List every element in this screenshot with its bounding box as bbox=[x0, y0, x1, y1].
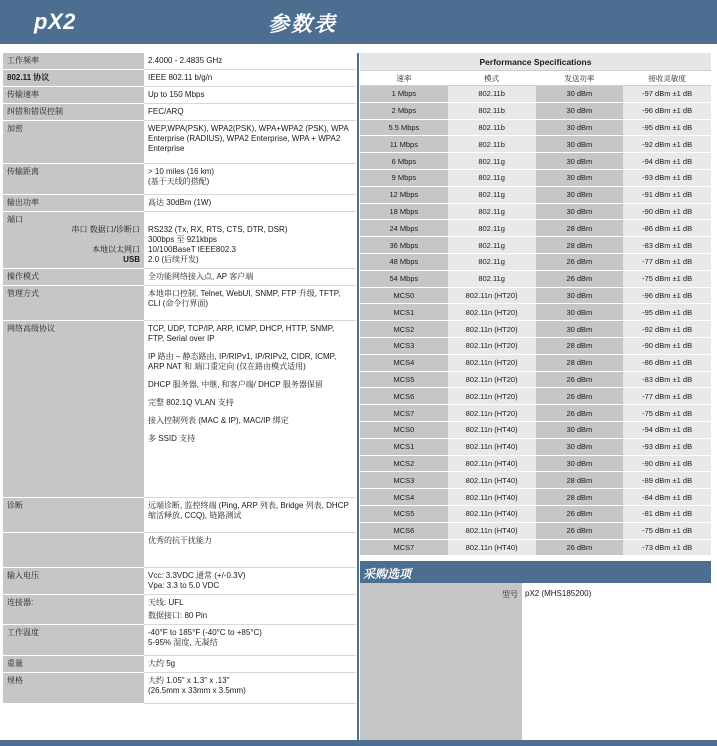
spec-label: 端口 bbox=[7, 215, 23, 224]
net-dhcp: DHCP 服务器, 中继, 和客户端/ DHCP 服务器保留 bbox=[148, 380, 323, 389]
volt-vpa: Vpa: 3.3 to 5.0 VDC bbox=[148, 581, 220, 590]
spec-value: WEP,WPA(PSK), WPA2(PSK), WPA+WPA2 (PSK), WPA Enterprise (RADIUS), WPA2 Enterprise, WPA + WPA2 Enterprise bbox=[144, 121, 356, 164]
performance-cell: -93 dBm ±1 dB bbox=[623, 438, 711, 455]
spec-value: 大约 5g bbox=[144, 656, 356, 673]
spec-value bbox=[144, 625, 356, 656]
column-header: 速率 bbox=[360, 71, 448, 86]
performance-cell: 802.11n (HT40) bbox=[448, 421, 536, 438]
performance-row bbox=[360, 186, 711, 203]
net-acl: 接入控制列表 (MAC & IP), MAC/IP 绑定 bbox=[148, 416, 289, 425]
spec-row bbox=[3, 533, 356, 568]
performance-row bbox=[360, 405, 711, 422]
net-protocols: TCP, UDP, TCP/IP, ARP, ICMP, DHCP, HTTP, SNMP, FTP, Serial over IP bbox=[148, 324, 335, 343]
performance-cell: 802.11n (HT20) bbox=[448, 405, 536, 422]
spec-label: 输入电压 bbox=[3, 568, 144, 595]
serial-speed: 300bps 至 921kbps bbox=[148, 235, 217, 244]
performance-row bbox=[360, 237, 711, 254]
performance-cell: 26 dBm bbox=[536, 405, 624, 422]
performance-cell: 30 dBm bbox=[536, 136, 624, 153]
performance-cell: 30 dBm bbox=[536, 153, 624, 170]
spec-label: 规格 bbox=[3, 673, 144, 704]
spec-row bbox=[3, 195, 356, 212]
spec-label: 工作温度 bbox=[3, 625, 144, 656]
spec-row bbox=[3, 568, 356, 595]
spec-label: 输出功率 bbox=[3, 195, 144, 212]
performance-row bbox=[360, 270, 711, 287]
net-vlan: 完整 802.1Q VLAN 支持 bbox=[148, 398, 234, 407]
serial-label: 串口 数据口/诊断口 bbox=[71, 225, 140, 234]
performance-row bbox=[360, 321, 711, 338]
eth-label: 本地以太网口 bbox=[92, 245, 140, 254]
performance-row bbox=[360, 102, 711, 119]
performance-row bbox=[360, 522, 711, 539]
performance-cell: 26 dBm bbox=[536, 253, 624, 270]
performance-cell: MCS1 bbox=[360, 304, 448, 321]
net-ssid: 多 SSID 支持 bbox=[148, 434, 196, 443]
spec-label: 重量 bbox=[3, 656, 144, 673]
performance-cell: 802.11b bbox=[448, 102, 536, 119]
performance-cell: 802.11n (HT40) bbox=[448, 455, 536, 472]
performance-row bbox=[360, 539, 711, 556]
performance-cell: 26 dBm bbox=[536, 388, 624, 405]
spec-value bbox=[144, 568, 356, 595]
dist-line: > 10 miles (16 km) bbox=[148, 167, 215, 176]
performance-cell: 802.11n (HT40) bbox=[448, 522, 536, 539]
performance-cell: 36 Mbps bbox=[360, 237, 448, 254]
performance-cell: 802.11n (HT20) bbox=[448, 388, 536, 405]
options-title-bar bbox=[360, 561, 711, 583]
performance-cell: MCS5 bbox=[360, 371, 448, 388]
performance-cell: 24 Mbps bbox=[360, 220, 448, 237]
performance-cell: -90 dBm ±1 dB bbox=[623, 203, 711, 220]
conn-data: 数据接口: 80 Pin bbox=[148, 611, 208, 620]
performance-cell: 802.11b bbox=[448, 136, 536, 153]
header-bar bbox=[0, 0, 717, 44]
performance-cell: 28 dBm bbox=[536, 237, 624, 254]
conn-antenna: 天线: UFL bbox=[148, 598, 184, 607]
performance-cell: MCS3 bbox=[360, 337, 448, 354]
eth-value: 10/100BaseT IEEE802.3 bbox=[148, 245, 236, 254]
performance-cell: MCS7 bbox=[360, 539, 448, 556]
spec-value: FEC/ARQ bbox=[144, 104, 356, 121]
performance-row bbox=[360, 388, 711, 405]
spec-row bbox=[3, 286, 356, 321]
performance-cell: -75 dBm ±1 dB bbox=[623, 522, 711, 539]
performance-row bbox=[360, 438, 711, 455]
spec-value: 高达 30dBm (1W) bbox=[144, 195, 356, 212]
performance-cell: 802.11g bbox=[448, 153, 536, 170]
performance-cell: 802.11g bbox=[448, 203, 536, 220]
performance-cell: -95 dBm ±1 dB bbox=[623, 304, 711, 321]
performance-cell: 30 dBm bbox=[536, 186, 624, 203]
performance-cell: -73 dBm ±1 dB bbox=[623, 539, 711, 556]
spec-row bbox=[3, 673, 356, 704]
performance-cell: 18 Mbps bbox=[360, 203, 448, 220]
performance-cell: -89 dBm ±1 dB bbox=[623, 472, 711, 489]
performance-cell: 28 dBm bbox=[536, 354, 624, 371]
performance-cell: 802.11g bbox=[448, 253, 536, 270]
performance-cell: -77 dBm ±1 dB bbox=[623, 388, 711, 405]
spec-label: 纠错和错误控制 bbox=[3, 104, 144, 121]
performance-cell: 802.11n (HT40) bbox=[448, 539, 536, 556]
performance-cell: 802.11g bbox=[448, 169, 536, 186]
spec-value bbox=[144, 673, 356, 704]
performance-cell: 28 dBm bbox=[536, 489, 624, 506]
spec-value bbox=[144, 164, 356, 195]
performance-cell: 802.11n (HT20) bbox=[448, 287, 536, 304]
performance-row bbox=[360, 455, 711, 472]
column-header: 发送功率 bbox=[536, 71, 624, 86]
spec-row bbox=[3, 595, 356, 625]
performance-cell: 5.5 Mbps bbox=[360, 119, 448, 136]
performance-cell: 30 dBm bbox=[536, 321, 624, 338]
performance-cell: -90 dBm ±1 dB bbox=[623, 337, 711, 354]
performance-cell: MCS1 bbox=[360, 438, 448, 455]
performance-cell: 30 dBm bbox=[536, 304, 624, 321]
performance-cell: MCS6 bbox=[360, 388, 448, 405]
performance-cell: 1 Mbps bbox=[360, 86, 448, 103]
spec-row bbox=[3, 121, 356, 164]
spec-row bbox=[3, 70, 356, 87]
spec-label: 诊断 bbox=[3, 498, 144, 533]
performance-row bbox=[360, 153, 711, 170]
performance-cell: 30 dBm bbox=[536, 102, 624, 119]
performance-cell: 802.11n (HT40) bbox=[448, 438, 536, 455]
performance-cell: MCS4 bbox=[360, 489, 448, 506]
performance-cell: 26 dBm bbox=[536, 270, 624, 287]
performance-row bbox=[360, 86, 711, 103]
performance-row bbox=[360, 472, 711, 489]
performance-cell: -84 dBm ±1 dB bbox=[623, 489, 711, 506]
performance-cell: 802.11n (HT20) bbox=[448, 321, 536, 338]
performance-cell: -77 dBm ±1 dB bbox=[623, 253, 711, 270]
performance-cell: 26 dBm bbox=[536, 505, 624, 522]
column-header: 接收灵敏度 bbox=[623, 71, 711, 86]
page-title: 参数表 bbox=[268, 11, 337, 36]
performance-cell: -93 dBm ±1 dB bbox=[623, 169, 711, 186]
net-routing: IP 路由 – 静态路由, IP/RIPv1, IP/RIPv2, CIDR, ICMP, ARP NAT 和 端口重定向 (仅在路由模式适用) bbox=[148, 352, 337, 371]
performance-cell: 802.11g bbox=[448, 237, 536, 254]
performance-cell: MCS5 bbox=[360, 505, 448, 522]
temp-range: -40°F to 185°F (-40°C to +85°C) bbox=[148, 628, 262, 637]
performance-cell: -95 dBm ±1 dB bbox=[623, 119, 711, 136]
performance-cell: 802.11g bbox=[448, 220, 536, 237]
performance-cell: 48 Mbps bbox=[360, 253, 448, 270]
performance-cell: 30 dBm bbox=[536, 203, 624, 220]
spec-value bbox=[144, 321, 356, 498]
options-title: 采购选项 bbox=[363, 567, 412, 581]
performance-header-row bbox=[360, 71, 711, 86]
volt-vcc: Vcc: 3.3VDC 通常 (+/-0.3V) bbox=[148, 571, 246, 580]
performance-row bbox=[360, 505, 711, 522]
spec-value bbox=[144, 595, 356, 625]
performance-cell: 30 dBm bbox=[536, 287, 624, 304]
spec-row bbox=[3, 656, 356, 673]
performance-cell: 802.11g bbox=[448, 186, 536, 203]
spec-row bbox=[3, 53, 356, 70]
performance-cell: 802.11b bbox=[448, 119, 536, 136]
performance-cell: 12 Mbps bbox=[360, 186, 448, 203]
spec-row bbox=[3, 212, 356, 269]
performance-cell: -94 dBm ±1 dB bbox=[623, 153, 711, 170]
performance-cell: MCS3 bbox=[360, 472, 448, 489]
performance-cell: 30 dBm bbox=[536, 86, 624, 103]
port-labels bbox=[3, 212, 144, 269]
performance-cell: -94 dBm ±1 dB bbox=[623, 421, 711, 438]
performance-cell: MCS0 bbox=[360, 287, 448, 304]
performance-row bbox=[360, 119, 711, 136]
performance-row bbox=[360, 354, 711, 371]
performance-cell: -91 dBm ±1 dB bbox=[623, 186, 711, 203]
performance-cell: MCS2 bbox=[360, 455, 448, 472]
performance-cell: 2 Mbps bbox=[360, 102, 448, 119]
performance-table bbox=[360, 53, 711, 556]
spec-row bbox=[3, 321, 356, 498]
options-label-cell bbox=[360, 583, 522, 740]
spec-label: 加密 bbox=[3, 121, 144, 164]
performance-row bbox=[360, 371, 711, 388]
port-values bbox=[144, 212, 356, 269]
spec-value: IEEE 802.11 b/g/n bbox=[144, 70, 356, 87]
performance-cell: 802.11n (HT20) bbox=[448, 304, 536, 321]
performance-cell: 802.11n (HT40) bbox=[448, 472, 536, 489]
spec-label: 连接器: bbox=[3, 595, 144, 625]
spec-row bbox=[3, 87, 356, 104]
performance-cell: 30 dBm bbox=[536, 438, 624, 455]
performance-cell: -83 dBm ±1 dB bbox=[623, 371, 711, 388]
performance-cell: 802.11n (HT20) bbox=[448, 371, 536, 388]
spec-label: 管理方式 bbox=[3, 286, 144, 321]
performance-cell: 802.11b bbox=[448, 86, 536, 103]
performance-cell: -90 dBm ±1 dB bbox=[623, 455, 711, 472]
performance-cell: 26 dBm bbox=[536, 539, 624, 556]
spec-label: 802.11 协议 bbox=[3, 70, 144, 87]
performance-row bbox=[360, 337, 711, 354]
spec-row bbox=[3, 625, 356, 656]
temp-humidity: 5-95% 湿度, 无凝结 bbox=[148, 638, 218, 647]
performance-cell: 28 dBm bbox=[536, 472, 624, 489]
performance-cell: 802.11n (HT40) bbox=[448, 505, 536, 522]
performance-cell: 28 dBm bbox=[536, 220, 624, 237]
performance-row bbox=[360, 304, 711, 321]
performance-cell: 28 dBm bbox=[536, 337, 624, 354]
performance-cell: -92 dBm ±1 dB bbox=[623, 321, 711, 338]
spec-value: 本地串口控制, Telnet, WebUI, SNMP, FTP 升级, TFTP, CLI (命令行界面) bbox=[144, 286, 356, 321]
performance-cell: 9 Mbps bbox=[360, 169, 448, 186]
performance-row bbox=[360, 287, 711, 304]
performance-row bbox=[360, 203, 711, 220]
spec-value: 全功能网络接入点, AP 客户端 bbox=[144, 269, 356, 286]
performance-cell: MCS4 bbox=[360, 354, 448, 371]
performance-cell: 802.11n (HT20) bbox=[448, 354, 536, 371]
spec-value: 远端诊断, 监控终端 (Ping, ARP 列表, Bridge 列表, DHCP 缩活释放, CCQ), 链路测试 bbox=[144, 498, 356, 533]
brand-logo: pX2 bbox=[34, 9, 76, 34]
performance-cell: 6 Mbps bbox=[360, 153, 448, 170]
spec-label-empty bbox=[3, 533, 144, 568]
spec-value: 2.4000 - 2.4835 GHz bbox=[144, 53, 356, 70]
performance-cell: MCS2 bbox=[360, 321, 448, 338]
performance-cell: 26 dBm bbox=[536, 522, 624, 539]
performance-cell: 26 dBm bbox=[536, 371, 624, 388]
performance-cell: 802.11n (HT40) bbox=[448, 489, 536, 506]
performance-cell: 54 Mbps bbox=[360, 270, 448, 287]
usb-value: 2.0 (后续开发) bbox=[148, 255, 199, 264]
options-value-cell bbox=[522, 583, 711, 740]
spec-label: 操作模式 bbox=[3, 269, 144, 286]
size-mm: (26.5mm x 33mm x 3.5mm) bbox=[148, 686, 246, 695]
usb-label: USB bbox=[123, 255, 140, 264]
performance-cell: -75 dBm ±1 dB bbox=[623, 405, 711, 422]
spec-table bbox=[3, 53, 356, 704]
performance-cell: -81 dBm ±1 dB bbox=[623, 505, 711, 522]
model-label: 型号 bbox=[502, 590, 518, 599]
spec-row bbox=[3, 498, 356, 533]
spec-row bbox=[3, 104, 356, 121]
performance-cell: -86 dBm ±1 dB bbox=[623, 354, 711, 371]
performance-cell: -75 dBm ±1 dB bbox=[623, 270, 711, 287]
performance-row bbox=[360, 421, 711, 438]
column-divider bbox=[357, 53, 359, 740]
performance-cell: -83 dBm ±1 dB bbox=[623, 237, 711, 254]
performance-cell: -96 dBm ±1 dB bbox=[623, 287, 711, 304]
dist-note: (基于天线的搭配) bbox=[148, 177, 210, 186]
performance-cell: 30 dBm bbox=[536, 421, 624, 438]
performance-row bbox=[360, 489, 711, 506]
performance-cell: -96 dBm ±1 dB bbox=[623, 102, 711, 119]
spec-label: 网络高级协议 bbox=[3, 321, 144, 498]
performance-row bbox=[360, 253, 711, 270]
performance-cell: 30 dBm bbox=[536, 455, 624, 472]
column-header: 模式 bbox=[448, 71, 536, 86]
performance-cell: -86 dBm ±1 dB bbox=[623, 220, 711, 237]
performance-cell: MCS6 bbox=[360, 522, 448, 539]
performance-cell: 802.11g bbox=[448, 270, 536, 287]
performance-cell: 802.11n (HT20) bbox=[448, 337, 536, 354]
spec-label: 传输速率 bbox=[3, 87, 144, 104]
spec-label: 传输距离 bbox=[3, 164, 144, 195]
footer-bar bbox=[0, 740, 717, 746]
spec-row bbox=[3, 269, 356, 286]
performance-cell: -92 dBm ±1 dB bbox=[623, 136, 711, 153]
performance-row bbox=[360, 169, 711, 186]
model-value: pX2 (MHS185200) bbox=[525, 589, 592, 598]
serial-value: RS232 (Tx, RX, RTS, CTS, DTR, DSR) bbox=[148, 225, 288, 234]
performance-title: Performance Specifications bbox=[360, 53, 711, 71]
performance-row bbox=[360, 136, 711, 153]
performance-row bbox=[360, 220, 711, 237]
size-inches: 大约 1.05" x 1.3" x .13" bbox=[148, 676, 230, 685]
performance-cell: 11 Mbps bbox=[360, 136, 448, 153]
spec-label: 工作频率 bbox=[3, 53, 144, 70]
spec-value: Up to 150 Mbps bbox=[144, 87, 356, 104]
performance-cell: MCS7 bbox=[360, 405, 448, 422]
performance-cell: 30 dBm bbox=[536, 169, 624, 186]
spec-value: 优秀的抗干扰能力 bbox=[144, 533, 356, 568]
performance-cell: 30 dBm bbox=[536, 119, 624, 136]
performance-cell: -97 dBm ±1 dB bbox=[623, 86, 711, 103]
performance-cell: MCS0 bbox=[360, 421, 448, 438]
spec-row bbox=[3, 164, 356, 195]
